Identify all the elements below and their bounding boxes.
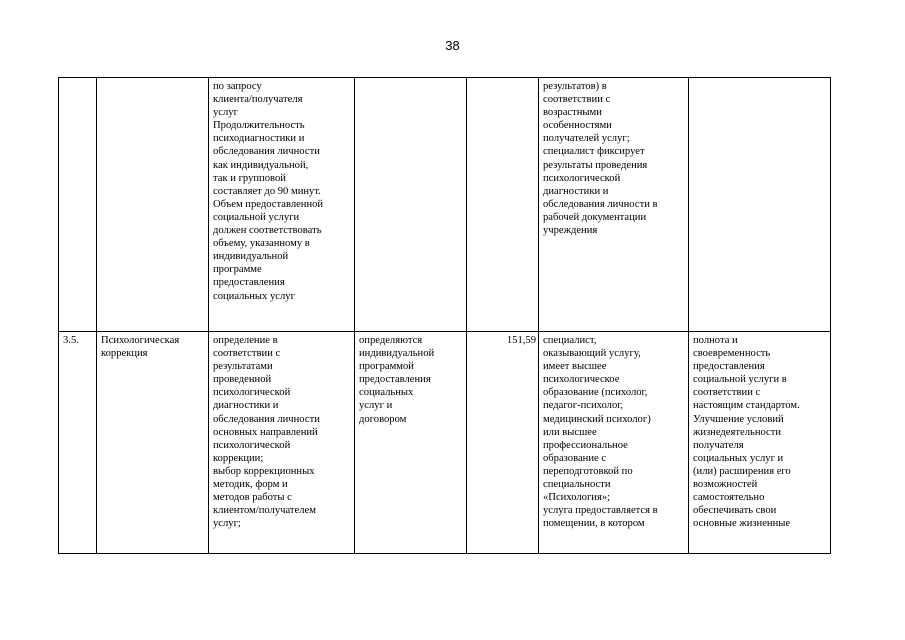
- cell-text-line: своевременность: [693, 348, 771, 360]
- cell-text-line: обеспечивать свои: [693, 505, 777, 517]
- cell-text-line: Продолжительность: [213, 120, 305, 132]
- cell-text-line: образование с: [543, 452, 607, 464]
- cell-text-line: коррекции;: [213, 452, 264, 464]
- cell-text-line: жизнедеятельности: [693, 426, 782, 438]
- cell-text-line: возможностей: [693, 479, 758, 491]
- cell-text-line: определяются: [359, 335, 423, 346]
- cell-text-line: диагностики и: [543, 185, 609, 197]
- cell-text-line: или высшее: [543, 426, 597, 438]
- service-name-cell: [97, 78, 209, 332]
- cell-text-line: основных направлений: [213, 426, 318, 438]
- cell-text-line: возрастными: [543, 107, 602, 119]
- cell-text-line: составляет до 90 минут.: [213, 185, 321, 197]
- cell-text-line: «Психология»;: [543, 492, 611, 504]
- cell-text-line: специалист фиксирует: [543, 146, 645, 158]
- service-terms-cell: [355, 332, 467, 554]
- cell-text-line: психологической: [543, 172, 621, 184]
- evaluation-cell: [689, 332, 831, 554]
- cell-text-line: переподготовкой по: [543, 465, 633, 477]
- cell-text-line: программой: [359, 361, 414, 373]
- cell-text-line: психологическое: [543, 374, 620, 386]
- cell-text-line: настоящим стандартом.: [693, 400, 800, 412]
- cell-text-line: обследования личности в: [543, 198, 658, 210]
- cell-text-line: предоставления: [213, 277, 285, 289]
- services-table: [58, 77, 831, 554]
- cell-text-line: особенностями: [543, 120, 612, 132]
- evaluation-cell: [689, 78, 831, 332]
- cell-text-line: (или) расширения его: [693, 465, 791, 477]
- service-terms-cell: [355, 78, 467, 332]
- cell-text-line: договором: [359, 413, 407, 425]
- cell-text-line: Объем предоставленной: [213, 198, 324, 210]
- cell-text-line: Улучшение условий: [693, 413, 784, 425]
- cell-text-line: методов работы с: [213, 492, 292, 504]
- cell-text-line: предоставления: [359, 374, 431, 386]
- cell-text-line: проведенной: [213, 374, 272, 386]
- cell-text-line: диагностики и: [213, 400, 279, 412]
- cell-text-line: социальных услуг: [213, 290, 295, 302]
- cell-text-line: психологической: [213, 387, 291, 399]
- cell-text-line: клиентом/получателем: [213, 505, 316, 517]
- quality-indicators-cell: [539, 332, 689, 554]
- row-number-cell: 3.5.: [59, 332, 97, 554]
- cell-text-line: образование (психолог,: [543, 387, 648, 399]
- cell-text-line: профессиональное: [543, 439, 628, 451]
- cell-text-line: методик, форм и: [213, 479, 288, 491]
- service-name-cell: [97, 332, 209, 554]
- cell-text-line: коррекция: [101, 348, 148, 360]
- cell-text-line: обследования личности: [213, 146, 320, 158]
- cell-text-line: соответствии с: [693, 387, 761, 399]
- cell-text-line: полнота и: [693, 335, 738, 346]
- cell-text-line: самостоятельно: [693, 492, 765, 504]
- service-content-cell: [209, 78, 355, 332]
- cell-text-line: психодиагностики и: [213, 133, 305, 145]
- tariff-cell: [467, 78, 539, 332]
- page-number: 38: [445, 38, 460, 53]
- cell-text-line: индивидуальной: [359, 348, 435, 360]
- cell-text-line: так и групповой: [213, 172, 286, 184]
- cell-text-line: медицинский психолог): [543, 413, 651, 425]
- table-row: [59, 332, 831, 554]
- cell-text-line: как индивидуальной,: [213, 159, 309, 171]
- quality-indicators-cell: [539, 78, 689, 332]
- cell-text-line: услуг и: [359, 400, 393, 412]
- cell-text-line: получателя: [693, 439, 744, 451]
- cell-text-line: определение в: [213, 335, 278, 346]
- cell-text-line: услуг;: [213, 518, 241, 530]
- cell-text-line: специальности: [543, 479, 611, 491]
- cell-text-line: объему, указанному в: [213, 238, 310, 250]
- cell-text-line: специалист,: [543, 335, 597, 346]
- cell-text-line: услуг: [213, 107, 238, 119]
- cell-text-line: индивидуальной: [213, 251, 289, 263]
- row-number-cell: [59, 78, 97, 332]
- cell-text-line: соответствии с: [213, 348, 281, 360]
- cell-text-line: соответствии с: [543, 94, 611, 106]
- cell-text-line: социальных: [359, 387, 414, 399]
- cell-text-line: имеет высшее: [543, 361, 607, 373]
- cell-text-line: учреждения: [543, 225, 598, 237]
- cell-text-line: психологической: [213, 439, 291, 451]
- cell-text-line: получателей услуг;: [543, 133, 630, 145]
- cell-text-line: социальной услуги в: [693, 374, 787, 386]
- cell-text-line: должен соответствовать: [213, 225, 322, 237]
- cell-text-line: результатов) в: [543, 81, 607, 92]
- cell-text-line: социальных услуг и: [693, 452, 784, 464]
- cell-text-line: результатами: [213, 361, 273, 373]
- cell-text-line: результаты проведения: [543, 159, 648, 171]
- cell-text-line: программе: [213, 264, 262, 276]
- tariff-cell: 151,59: [467, 332, 539, 554]
- cell-text-line: оказывающий услугу,: [543, 348, 641, 360]
- cell-text-line: клиента/получателя: [213, 94, 303, 106]
- cell-text-line: услуга предоставляется в: [543, 505, 658, 517]
- cell-text-line: педагог-психолог,: [543, 400, 624, 412]
- cell-text-line: социальной услуги: [213, 211, 300, 223]
- cell-text-line: предоставления: [693, 361, 765, 373]
- cell-text-line: по запросу: [213, 81, 262, 92]
- cell-text-line: помещении, в котором: [543, 518, 645, 530]
- cell-text-line: основные жизненные: [693, 518, 791, 530]
- service-content-cell: [209, 332, 355, 554]
- cell-text-line: выбор коррекционных: [213, 465, 315, 477]
- cell-text-line: рабочей документации: [543, 211, 647, 223]
- cell-text-line: обследования личности: [213, 413, 320, 425]
- cell-text-line: Психологическая: [101, 335, 180, 346]
- table-row: [59, 78, 831, 332]
